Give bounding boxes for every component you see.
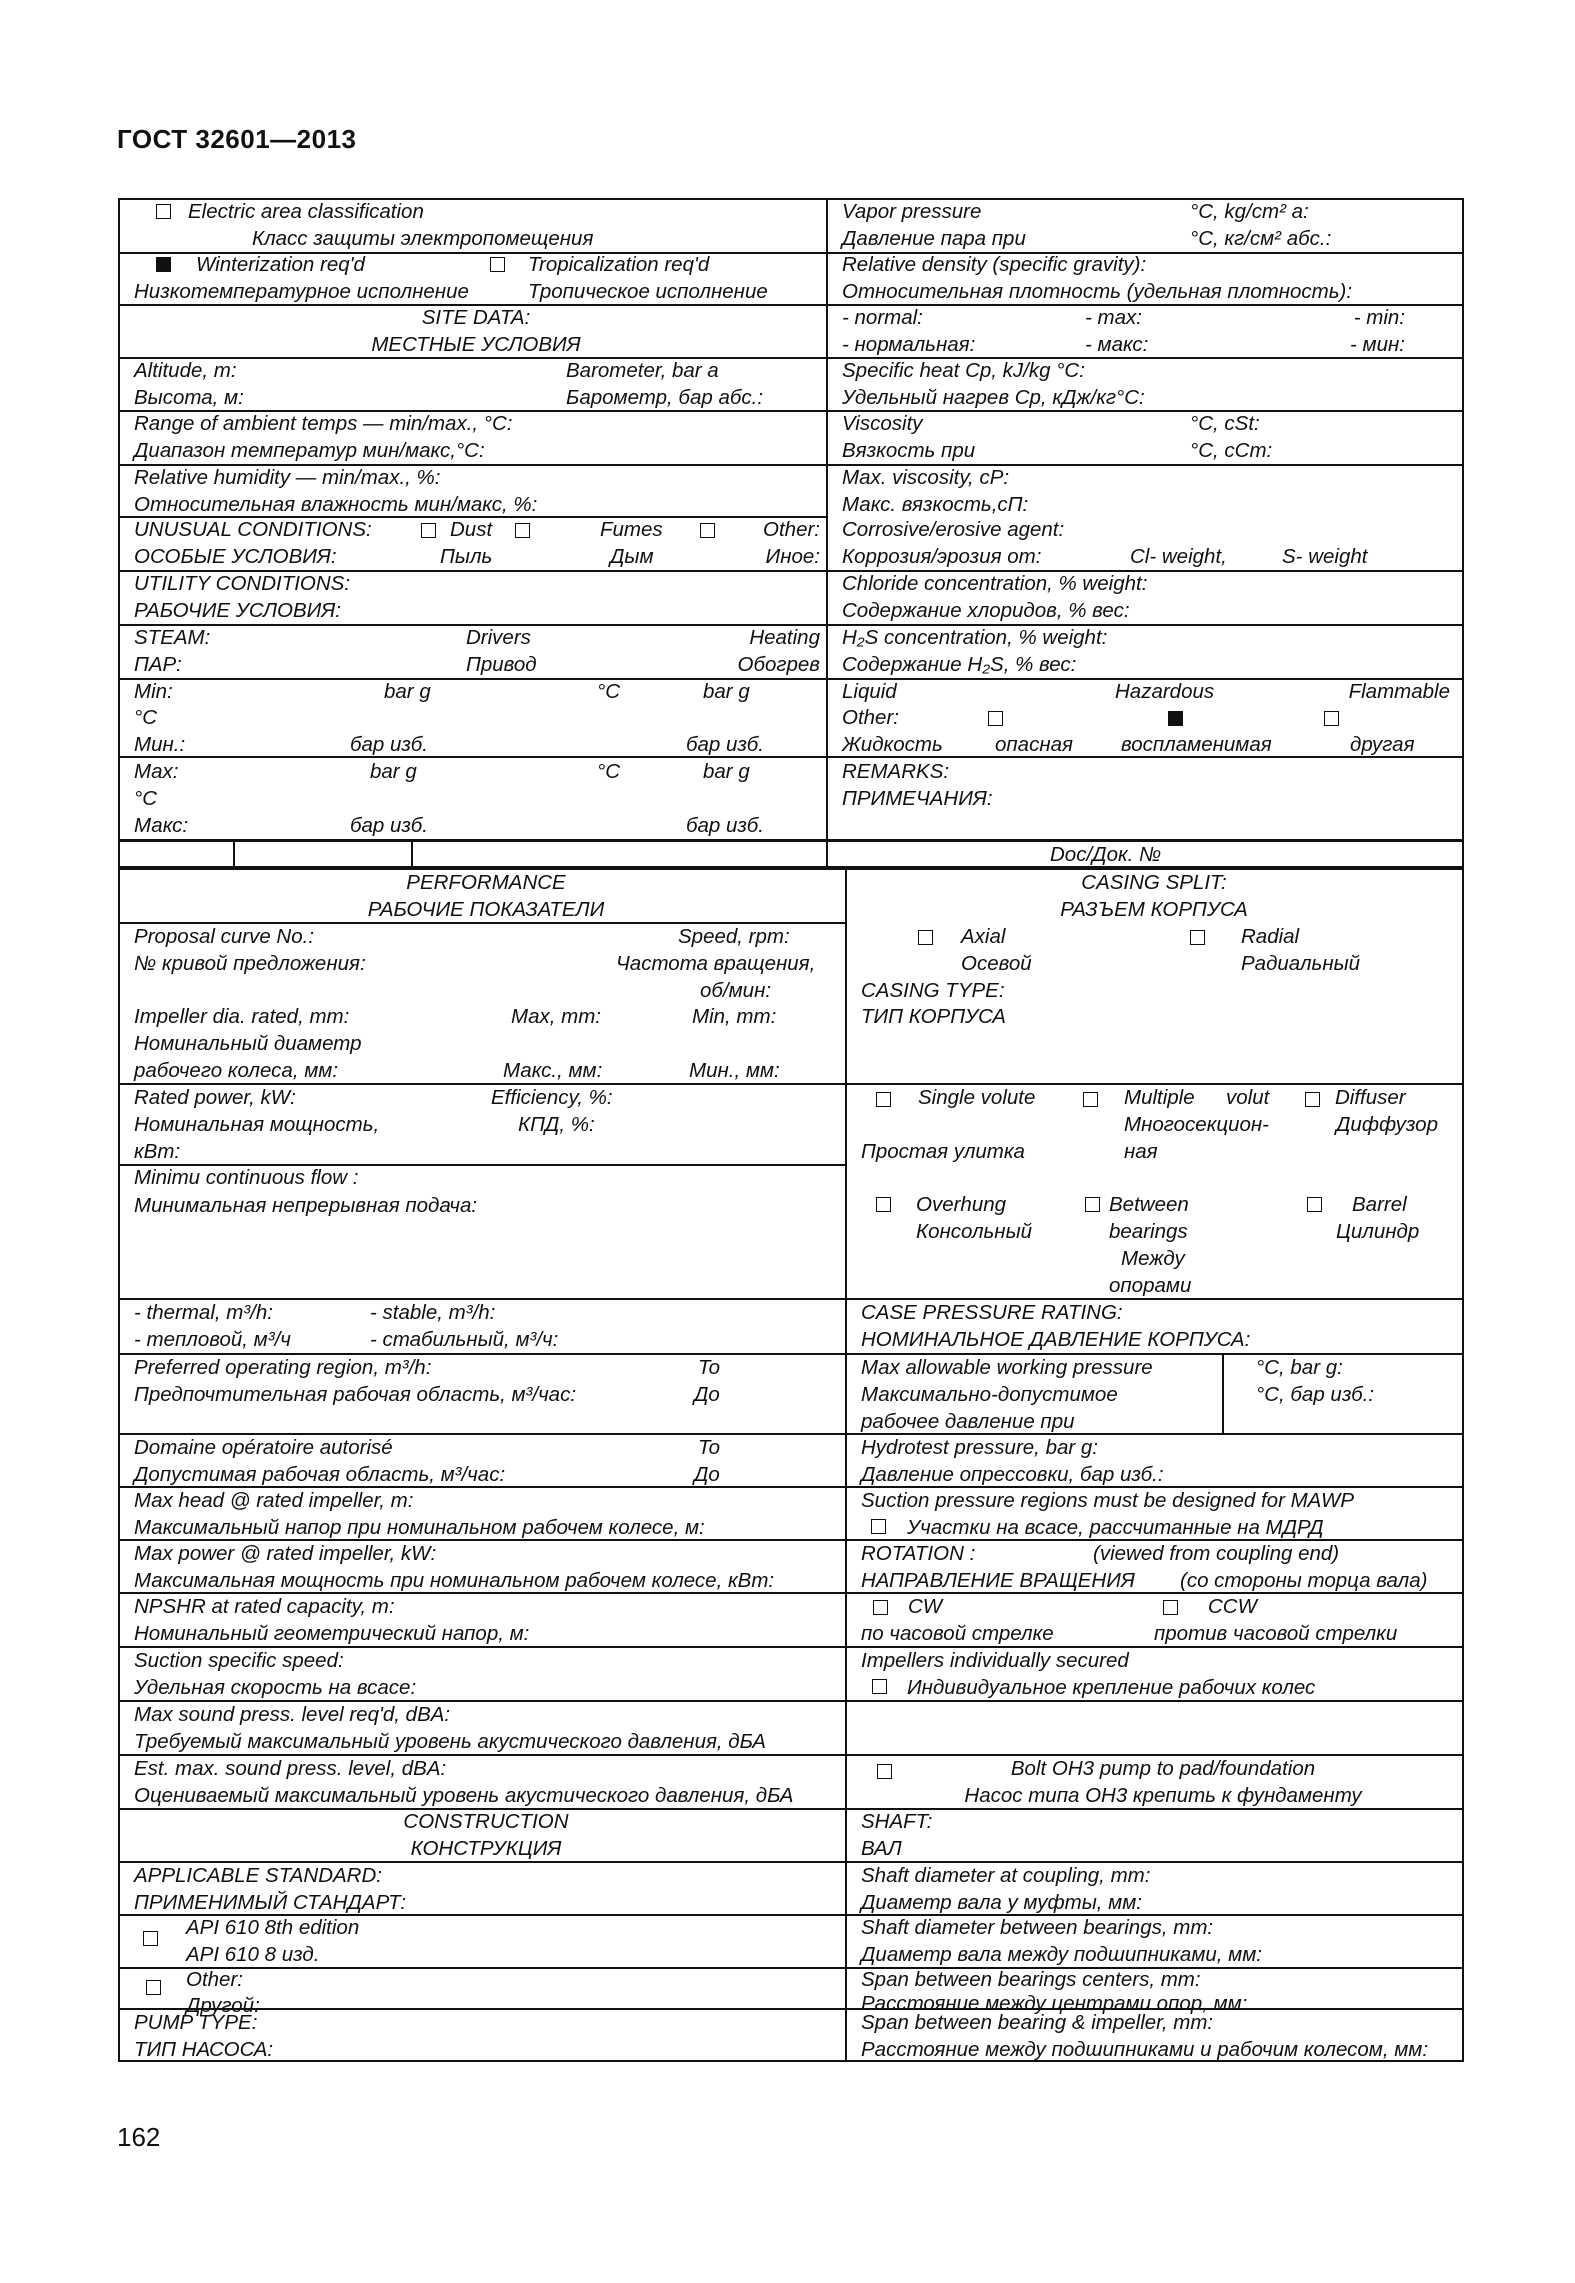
hydrotest-label: Hydrotest pressure, bar g:: [861, 1436, 1098, 1459]
utility-conditions-label: UTILITY CONDITIONS:: [134, 572, 351, 595]
ccw-label: CCW: [1208, 1595, 1257, 1618]
liquid-label: Liquid: [842, 680, 897, 703]
between-bearings-label-ru-1: Между: [1121, 1247, 1185, 1270]
steam-max-barizb: бар изб.: [350, 814, 428, 837]
specific-heat-label-ru: Удельный нагрев Cp, кДж/кг°C:: [842, 386, 1145, 409]
hazardous-label: Hazardous: [1115, 680, 1215, 703]
rotation-view-label-ru: (со стороны торца вала): [1180, 1569, 1428, 1592]
casing-split-heading-ru: РАЗЪЕМ КОРПУСА: [1060, 898, 1248, 921]
drivers-label-ru: Привод: [466, 653, 537, 676]
overhung-label: Overhung: [916, 1193, 1007, 1216]
viscosity-label: Viscosity: [842, 412, 923, 435]
corrosive-agent-label: Corrosive/erosive agent:: [842, 518, 1065, 541]
diffuser-label: Diffuser: [1335, 1086, 1406, 1109]
site-data-heading-ru: МЕСТНЫЕ УСЛОВИЯ: [371, 333, 581, 356]
viscosity-unit-ru: °C, cCm:: [1190, 439, 1273, 462]
fumes-label: Fumes: [600, 518, 663, 541]
other-standard-checkbox[interactable]: [146, 1980, 161, 1995]
heating-max-barizb: бар изб.: [686, 814, 764, 837]
flammable-label: Flammable: [1348, 680, 1450, 703]
density-max-label: - max:: [1085, 306, 1142, 329]
humidity-label: Relative humidity — min/max., %:: [134, 466, 441, 489]
chloride-label: Chloride concentration, % weight:: [842, 572, 1148, 595]
api-610-label-ru: API 610 8 изд.: [186, 1943, 320, 1966]
preferred-region-label-ru: Предпочтительная рабочая область, м³/час:: [134, 1383, 577, 1406]
max-viscosity-label: Max. viscosity, cP:: [842, 466, 1010, 489]
vapor-pressure-text: Vapor pressure: [842, 200, 982, 223]
shaft-bearings-label-ru: Диаметр вала между подшипниками, мм:: [861, 1943, 1262, 1966]
chloride-label-ru: Содержание хлоридов, % вес:: [842, 599, 1130, 622]
max-viscosity-label-ru: Макс. вязкость,сП:: [842, 493, 1029, 516]
suction-speed-label: Suction specific speed:: [134, 1649, 344, 1672]
altitude-label: Altitude, m:: [134, 359, 237, 382]
steam-max-label-ru: Макс:: [134, 814, 189, 837]
impeller-min-label: Min, mm:: [692, 1005, 777, 1028]
barometer-label: Barometer, bar a: [566, 359, 719, 382]
pump-type-label: PUMP TYPE:: [134, 2011, 258, 2034]
site-data-heading: SITE DATA:: [421, 306, 531, 329]
rule: [233, 839, 235, 868]
other-condition-label: Other:: [763, 518, 820, 541]
viscosity-unit: °C, cSt:: [1190, 412, 1260, 435]
shaft-bearings-label: Shaft diameter between bearings, mm:: [861, 1916, 1214, 1939]
diffuser-checkbox[interactable]: [1305, 1092, 1320, 1107]
suction-regions-label: Suction pressure regions must be designed for MAWP: [861, 1489, 1355, 1512]
ambient-temps-label-ru: Диапазон температур мин/макс,°C:: [134, 439, 485, 462]
rated-power-label-ru-1: Номинальная мощность,: [134, 1113, 380, 1136]
cw-label: CW: [908, 1595, 943, 1618]
dust-label-ru: Пыль: [440, 545, 493, 568]
between-bearings-label-2: bearings: [1109, 1220, 1188, 1243]
preferred-region-to: To: [698, 1356, 721, 1379]
diffuser-label-ru: Диффузор: [1336, 1113, 1438, 1136]
steam-max-label: Max:: [134, 760, 179, 783]
rule: [826, 839, 828, 868]
h2s-label: H₂S concentration, % weight:: [842, 626, 1108, 649]
sound-required-label: Max sound press. level req'd, dBA:: [134, 1703, 451, 1726]
fumes-checkbox[interactable]: [515, 523, 530, 538]
multiple-volute-label-2: volut: [1226, 1086, 1270, 1109]
impeller-dia-label-ru-1: Номинальный диаметр: [134, 1032, 362, 1055]
dust-label: Dust: [450, 518, 493, 541]
tropicalization-checkbox[interactable]: [490, 257, 505, 272]
multiple-volute-label: Multiple: [1124, 1086, 1195, 1109]
proposal-curve-label-ru: № кривой предложения:: [134, 952, 366, 975]
between-bearings-label-1: Between: [1109, 1193, 1189, 1216]
top-table-divider: [826, 198, 828, 842]
multiple-volute-checkbox[interactable]: [1083, 1092, 1098, 1107]
multiple-volute-label-ru-1: Многосекцион-: [1124, 1113, 1270, 1136]
impeller-min-label-ru: Мин., мм:: [689, 1059, 780, 1082]
unusual-conditions-label: UNUSUAL CONDITIONS:: [134, 518, 372, 541]
density-min-label-ru: - мин:: [1350, 333, 1405, 356]
density-normal-label: - normal:: [842, 306, 923, 329]
max-power-label: Max power @ rated impeller, kW:: [134, 1542, 437, 1565]
flammable-checkbox[interactable]: [1168, 711, 1183, 726]
allowed-region-to-ru: До: [694, 1463, 720, 1486]
tropicalization-label-ru: Тропическое исполнение: [528, 280, 768, 303]
thermal-flow-label: - thermal, m³/h:: [134, 1301, 273, 1324]
suction-speed-label-ru: Удельная скорость на всасе:: [134, 1676, 417, 1699]
hydrotest-label-ru: Давление опрессовки, бар изб.:: [861, 1463, 1164, 1486]
doc-number-label: Doc/Док. №: [1050, 843, 1162, 866]
steam-max-degc-2: °C: [134, 787, 158, 810]
heating-label-ru: Обогрев: [737, 653, 820, 676]
stable-flow-label: - stable, m³/h:: [370, 1301, 496, 1324]
cl-weight-label: Cl- weight,: [1130, 545, 1227, 568]
between-bearings-label-ru-2: опорами: [1109, 1274, 1192, 1297]
shaft-heading: SHAFT:: [861, 1810, 933, 1833]
corrosive-agent-label-ru: Коррозия/эрозия от:: [842, 545, 1042, 568]
rated-power-label-ru-2: кВт:: [134, 1140, 181, 1163]
liquid-label-ru: Жидкость: [842, 733, 943, 756]
between-bearings-checkbox[interactable]: [1085, 1197, 1100, 1212]
remarks-label: REMARKS:: [842, 760, 950, 783]
steam-max-degc: °C: [597, 760, 621, 783]
span-centers-label: Span between bearings centers, mm:: [861, 1968, 1201, 1991]
sound-estimated-label: Est. max. sound press. level, dBA:: [134, 1757, 447, 1780]
fumes-label-ru: Дым: [610, 545, 654, 568]
heating-min-barg: bar g: [703, 680, 750, 703]
efficiency-label: Efficiency, %:: [491, 1086, 613, 1109]
applicable-standard-label: APPLICABLE STANDARD:: [134, 1864, 382, 1887]
bolt-oh3-checkbox[interactable]: [877, 1764, 892, 1779]
rotation-view-label: (viewed from coupling end): [1093, 1542, 1340, 1565]
construction-heading-ru: КОНСТРУКЦИЯ: [410, 1837, 562, 1860]
max-power-label-ru: Максимальная мощность при номинальном рабочем колесе, кВт:: [134, 1569, 775, 1592]
barrel-label: Barrel: [1352, 1193, 1407, 1216]
shaft-heading-ru: ВАЛ: [861, 1837, 902, 1860]
speed-unit-ru: об/мин:: [700, 979, 772, 1002]
mawp-label-ru-1: Максимально-допустимое: [861, 1383, 1118, 1406]
speed-label-ru: Частота вращения,: [616, 952, 816, 975]
doc-number-strip: [118, 839, 1464, 868]
impellers-secured-checkbox[interactable]: [872, 1679, 887, 1694]
bottom-table-divider: [845, 868, 847, 2062]
steam-label: STEAM:: [134, 626, 211, 649]
mawp-divider: [1222, 1353, 1224, 1433]
impellers-secured-label: Impellers individually secured: [861, 1649, 1129, 1672]
winterization-label-ru: Низкотемпературное исполнение: [134, 280, 469, 303]
other-standard-label: Other:: [186, 1968, 243, 1991]
impeller-max-label-ru: Макс., мм:: [503, 1059, 603, 1082]
axial-split-label: Axial: [961, 925, 1006, 948]
liquid-other-label: Other:: [842, 706, 899, 729]
winterization-label: Winterization req'd: [196, 253, 365, 276]
barometer-label-ru: Барометр, бар абс.:: [566, 386, 764, 409]
vapor-pressure-unit-ru: °C, кг/см² абс.:: [1190, 227, 1332, 250]
other-condition-checkbox[interactable]: [700, 523, 715, 538]
preferred-region-label: Preferred operating region, m³/h:: [134, 1356, 432, 1379]
heating-min-barizb: бар изб.: [686, 733, 764, 756]
rotation-label-ru: НАПРАВЛЕНИЕ ВРАЩЕНИЯ: [861, 1569, 1135, 1592]
steam-label-ru: ПАР:: [134, 653, 182, 676]
span-centers-label-ru: Расстояние между центрами опор, мм:: [861, 1992, 1248, 2015]
other-liquid-checkbox[interactable]: [1324, 711, 1339, 726]
bolt-oh3-label: Bolt OH3 pump to pad/foundation: [1010, 1757, 1316, 1780]
steam-min-label-ru: Мин.:: [134, 733, 186, 756]
ccw-checkbox[interactable]: [1163, 1600, 1178, 1615]
max-head-label: Max head @ rated impeller, m:: [134, 1489, 414, 1512]
electric-area-label-ru: Класс защиты электропомещения: [252, 227, 594, 250]
thermal-flow-label-ru: - тепловой, м³/ч: [134, 1328, 291, 1351]
sound-required-label-ru: Требуемый максимальный уровень акустического давления, дБА: [134, 1730, 766, 1753]
efficiency-label-ru: КПД, %:: [518, 1113, 595, 1136]
single-volute-label: Single volute: [918, 1086, 1036, 1109]
performance-heading: PERFORMANCE: [406, 871, 566, 894]
steam-min-degc: °C: [597, 680, 621, 703]
impeller-dia-label-ru-2: рабочего колеса, мм:: [134, 1059, 339, 1082]
casing-type-label: CASING TYPE:: [861, 979, 1005, 1002]
flammable-label-ru: воспламенимая: [1121, 733, 1272, 756]
cw-label-ru: по часовой стрелке: [861, 1622, 1054, 1645]
impellers-secured-label-ru: Индивидуальное крепление рабочих колес: [907, 1676, 1316, 1699]
viscosity-label-ru: Вязкость при: [842, 439, 976, 462]
api-610-checkbox[interactable]: [143, 1931, 158, 1946]
impeller-max-label: Max, mm:: [511, 1005, 601, 1028]
remarks-label-ru: ПРИМЕЧАНИЯ:: [842, 787, 993, 810]
shaft-coupling-label: Shaft diameter at coupling, mm:: [861, 1864, 1151, 1887]
steam-min-barizb: бар изб.: [350, 733, 428, 756]
cw-checkbox[interactable]: [873, 1600, 888, 1615]
sound-estimated-label-ru: Оцениваемый максимальный уровень акустического давления, дБА: [134, 1784, 794, 1807]
other-standard-label-ru: Другой:: [186, 1994, 260, 2017]
h2s-label-ru: Содержание H₂S, % вес:: [842, 653, 1077, 676]
mawp-unit-ru: °C, бар изб.:: [1256, 1383, 1375, 1406]
heating-label: Heating: [749, 626, 820, 649]
relative-density-label: Relative density (specific gravity):: [842, 253, 1147, 276]
density-normal-label-ru: - нормальная:: [842, 333, 976, 356]
shaft-coupling-label-ru: Диаметр вала у муфты, мм:: [861, 1891, 1142, 1914]
s-weight-label: S- weight: [1282, 545, 1368, 568]
unusual-conditions-label-ru: ОСОБЫЕ УСЛОВИЯ:: [134, 545, 337, 568]
single-volute-label-ru: Простая улитка: [861, 1140, 1025, 1163]
min-flow-label-ru: Минимальная непрерывная подача:: [134, 1194, 478, 1217]
steam-max-barg: bar g: [370, 760, 417, 783]
utility-conditions-label-ru: РАБОЧИЕ УСЛОВИЯ:: [134, 599, 341, 622]
overhung-label-ru: Консольный: [916, 1220, 1033, 1243]
api-610-label: API 610 8th edition: [186, 1916, 360, 1939]
radial-split-label: Radial: [1241, 925, 1300, 948]
allowed-region-label-ru: Допустимая рабочая область, м³/час:: [134, 1463, 506, 1486]
span-impeller-label-ru: Расстояние между подшипниками и рабочим колесом, мм:: [861, 2038, 1429, 2061]
page-number: 162: [117, 2122, 161, 2152]
proposal-curve-label: Proposal curve No.:: [134, 925, 315, 948]
vapor-pressure-unit: °C, kg/cm² a:: [1190, 200, 1309, 223]
document-header: ГОСТ 32601—2013: [117, 124, 357, 154]
max-head-label-ru: Максимальный напор при номинальном рабочем колесе, м:: [134, 1516, 705, 1539]
allowed-region-to: To: [698, 1436, 721, 1459]
mawp-label: Max allowable working pressure: [861, 1356, 1153, 1379]
hazardous-checkbox[interactable]: [988, 711, 1003, 726]
npshr-label-ru: Номинальный геометрический напор, м:: [134, 1622, 530, 1645]
axial-split-label-ru: Осевой: [961, 952, 1032, 975]
rotation-label: ROTATION :: [861, 1542, 976, 1565]
min-flow-label: Minimu continuous flow :: [134, 1166, 359, 1189]
pump-type-label-ru: ТИП НАСОСА:: [134, 2038, 274, 2061]
specific-heat-label: Specific heat Cp, kJ/kg °C:: [842, 359, 1085, 382]
overhung-checkbox[interactable]: [876, 1197, 891, 1212]
ccw-label-ru: против часовой стрелки: [1154, 1622, 1398, 1645]
density-min-label: - min:: [1353, 306, 1405, 329]
span-impeller-label: Span between bearing & impeller, mm:: [861, 2011, 1214, 2034]
multiple-volute-label-ru-2: ная: [1124, 1140, 1158, 1163]
dust-checkbox[interactable]: [421, 523, 436, 538]
relative-density-label-ru: Относительная плотность (удельная плотность):: [842, 280, 1353, 303]
mawp-label-ru-2: рабочее давление при: [861, 1410, 1075, 1433]
vapor-pressure-label: [842, 198, 981, 225]
other-condition-label-ru: Иное:: [765, 545, 820, 568]
casing-type-label-ru: ТИП КОРПУСА: [861, 1005, 1006, 1028]
stable-flow-label-ru: - стабильный, м³/ч:: [370, 1328, 559, 1351]
vapor-pressure-label-ru: Давление пара при: [842, 227, 1026, 250]
radial-split-checkbox[interactable]: [1190, 930, 1205, 945]
other-liquid-label-ru: другая: [1350, 733, 1415, 756]
hazardous-label-ru: опасная: [995, 733, 1073, 756]
preferred-region-to-ru: До: [694, 1383, 720, 1406]
construction-heading: CONSTRUCTION: [403, 1810, 569, 1833]
case-pressure-rating-label: CASE PRESSURE RATING:: [861, 1301, 1123, 1324]
electric-area-checkbox[interactable]: [156, 204, 171, 219]
altitude-label-ru: Высота, м:: [134, 386, 244, 409]
rated-power-label: Rated power, kW:: [134, 1086, 296, 1109]
casing-split-heading: CASING SPLIT:: [1081, 871, 1227, 894]
heating-max-barg: bar g: [703, 760, 750, 783]
impeller-dia-label: Impeller dia. rated, mm:: [134, 1005, 350, 1028]
npshr-label: NPSHR at rated capacity, m:: [134, 1595, 395, 1618]
speed-label: Speed, rpm:: [678, 925, 790, 948]
drivers-label: Drivers: [466, 626, 531, 649]
performance-heading-ru: РАБОЧИЕ ПОКАЗАТЕЛИ: [367, 898, 605, 921]
bolt-oh3-label-ru: Насос типа ОН3 крепить к фундаменту: [964, 1784, 1362, 1807]
winterization-checkbox[interactable]: [156, 257, 171, 272]
suction-regions-label-ru: Участки на всасе, рассчитанные на МДРД: [907, 1516, 1324, 1539]
rule: [411, 839, 413, 868]
electric-area-label: Electric area classification: [188, 200, 424, 223]
applicable-standard-label-ru: ПРИМЕНИМЫЙ СТАНДАРТ:: [134, 1891, 407, 1914]
suction-regions-checkbox[interactable]: [871, 1519, 886, 1534]
allowed-region-label: Domaine opératoire autorisé: [134, 1436, 393, 1459]
density-max-label-ru: - макс:: [1085, 333, 1149, 356]
case-pressure-rating-label-ru: НОМИНАЛЬНОЕ ДАВЛЕНИЕ КОРПУСА:: [861, 1328, 1251, 1351]
steam-min-barg: bar g: [384, 680, 431, 703]
radial-split-label-ru: Радиальный: [1241, 952, 1361, 975]
humidity-label-ru: Относительная влажность мин/макс, %:: [134, 493, 538, 516]
barrel-label-ru: Цилиндр: [1336, 1220, 1420, 1243]
barrel-checkbox[interactable]: [1307, 1197, 1322, 1212]
mawp-unit: °C, bar g:: [1256, 1356, 1343, 1379]
steam-min-label: Min:: [134, 680, 173, 703]
steam-min-degc-2: °C: [134, 706, 158, 729]
single-volute-checkbox[interactable]: [876, 1092, 891, 1107]
ambient-temps-label: Range of ambient temps — min/max., °C:: [134, 412, 513, 435]
axial-split-checkbox[interactable]: [918, 930, 933, 945]
tropicalization-label: Tropicalization req'd: [528, 253, 710, 276]
